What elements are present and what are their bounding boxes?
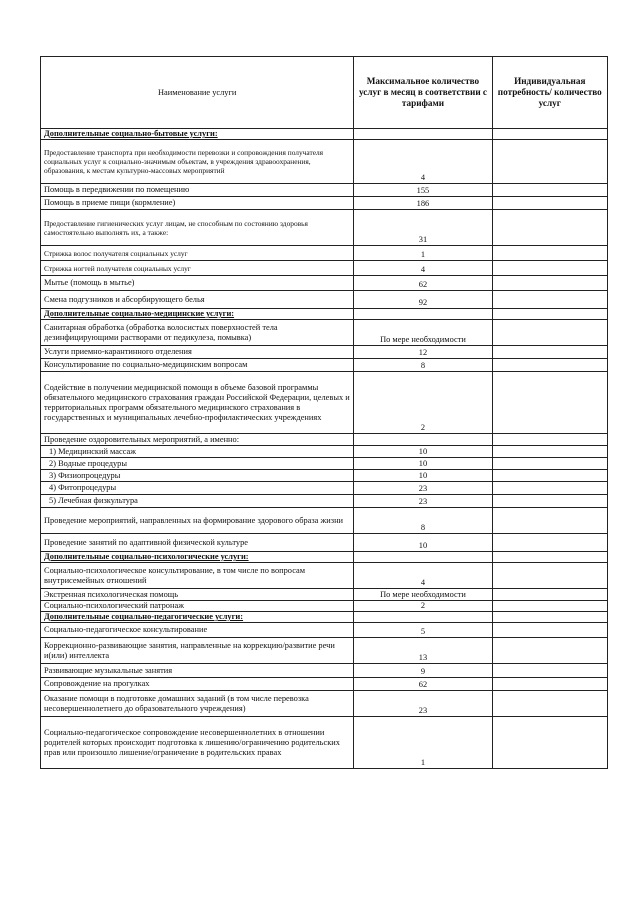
table-row [41,495,608,508]
max-count: 62 [354,276,492,291]
table-row [41,197,608,210]
max-count [354,434,492,446]
individual-need-cell [492,563,607,589]
table-row [41,210,608,246]
max-count: 92 [354,291,492,309]
table-row [41,320,608,346]
individual-need-cell [492,678,607,691]
service-name: Коррекционно-развивающие занятия, направленные на коррекцию/развитие речи и(или) интеллекта [41,638,354,664]
service-name: Санитарная обработка (обработка волосистых поверхностей тела дезинфицирующими растворами от педикулеза, помывка) [41,320,354,346]
table-row [41,508,608,534]
individual-need-cell [492,601,607,612]
service-name: Стрижка ногтей получателя социальных услуг [41,261,354,276]
max-count: 186 [354,197,492,210]
table-row [41,446,608,458]
table-row [41,534,608,552]
individual-need-cell [492,320,607,346]
max-count: 8 [354,508,492,534]
max-count: 5 [354,623,492,638]
max-count: 62 [354,678,492,691]
service-name: Помощь в передвижении по помещению [41,184,354,197]
service-name: Социально-психологическое консультирование, в том числе по вопросам внутрисемейных отношений [41,563,354,589]
table-row [41,623,608,638]
max-count: 2 [354,372,492,434]
max-count: 1 [354,717,492,769]
service-name: Социально-психологический патронаж [41,601,354,612]
individual-need-cell [492,623,607,638]
individual-need-cell [492,197,607,210]
individual-need-cell [492,458,607,470]
table-row [41,470,608,482]
table-row [41,434,608,446]
individual-need-cell [492,140,607,184]
max-count: 155 [354,184,492,197]
service-name: Мытье (помощь в мытье) [41,276,354,291]
table-row [41,563,608,589]
service-name: Социально-педагогическое консультирование [41,623,354,638]
table-row [41,638,608,664]
service-name: 3) Физиопроцедуры [41,470,354,482]
table-row [41,184,608,197]
individual-need-cell [492,589,607,601]
table-row [41,458,608,470]
table-header-row [41,57,608,129]
max-count: 4 [354,261,492,276]
table-row [41,359,608,372]
individual-need-cell [492,482,607,495]
max-count: По мере необходимости [354,589,492,601]
max-count: 4 [354,563,492,589]
max-count: 13 [354,638,492,664]
section-title: Дополнительные социально-бытовые услуги: [41,129,354,140]
table-row [41,717,608,769]
individual-need-cell [492,291,607,309]
table-row [41,691,608,717]
individual-need-cell [492,359,607,372]
table-row [41,246,608,261]
table-row [41,346,608,359]
table-row [41,678,608,691]
service-name: Проведение занятий по адаптивной физической культуре [41,534,354,552]
max-count: 9 [354,664,492,678]
service-name: Помощь в приеме пищи (кормление) [41,197,354,210]
table-row [41,140,608,184]
max-count: 10 [354,446,492,458]
table-row [41,664,608,678]
individual-need-cell [492,246,607,261]
max-count: 8 [354,359,492,372]
table-row [41,589,608,601]
section-title: Дополнительные социально-психологические услуги: [41,552,354,563]
max-count: 2 [354,601,492,612]
table-row [41,261,608,276]
service-name: Развивающие музыкальные занятия [41,664,354,678]
header-service-name: Наименование услуги [41,57,354,129]
individual-need-cell [492,664,607,678]
service-name: Предоставление гигиенических услуг лицам, не способным по состоянию здоровья самостоятельно выполнять их, а также: [41,210,354,246]
service-name: 4) Фитопроцедуры [41,482,354,495]
individual-need-cell [492,434,607,446]
section-row [41,129,608,140]
table-row [41,482,608,495]
service-name: 5) Лечебная физкультура [41,495,354,508]
individual-need-cell [492,534,607,552]
individual-need-cell [492,261,607,276]
service-name: Предоставление транспорта при необходимости перевозки и сопровождения получателя социальных услуг к социально-значимым объектам, в учреждения здравоохранения, образования, к местам культурно-массовых мероприятий [41,140,354,184]
service-name: Услуги приемно-карантинного отделения [41,346,354,359]
max-count: 23 [354,482,492,495]
individual-need-cell [492,372,607,434]
service-name: Проведение мероприятий, направленных на формирование здорового образа жизни [41,508,354,534]
section-title: Дополнительные социально-педагогические услуги: [41,612,354,623]
table-row [41,601,608,612]
individual-need-cell [492,470,607,482]
section-row [41,309,608,320]
individual-need-cell [492,638,607,664]
service-name: 2) Водные процедуры [41,458,354,470]
table-row [41,276,608,291]
service-name: Стрижка волос получателя социальных услуг [41,246,354,261]
individual-need-cell [492,276,607,291]
service-name: Консультирование по социально-медицинским вопросам [41,359,354,372]
individual-need-cell [492,210,607,246]
individual-need-cell [492,717,607,769]
section-row [41,552,608,563]
individual-need-cell [492,184,607,197]
table-row [41,372,608,434]
max-count: 4 [354,140,492,184]
max-count: 12 [354,346,492,359]
header-max-count: Максимальное количество услуг в месяц в соответствии с тарифами [354,57,492,129]
individual-need-cell [492,508,607,534]
max-count: 10 [354,470,492,482]
max-count: 10 [354,458,492,470]
max-count: 10 [354,534,492,552]
service-name: Проведение оздоровительных мероприятий, а именно: [41,434,354,446]
max-count: 1 [354,246,492,261]
service-name: Содействие в получении медицинской помощи в объеме базовой программы обязательного медицинского страхования граждан Российской Федерации, целевых и территориальных программ обязательного медицинского страхования в государственных и муниципальных лечебно-профилактических учреждениях [41,372,354,434]
max-count: По мере необходимости [354,320,492,346]
section-row [41,612,608,623]
service-name: Смена подгузников и абсорбирующего белья [41,291,354,309]
header-individual-need: Индивидуальная потребность/ количество услуг [492,57,607,129]
service-name: Сопровождение на прогулках [41,678,354,691]
service-name: Социально-педагогическое сопровождение несовершеннолетних в отношении родителей которых происходит подготовка к лишению/ограничению родительских прав или произошло лишение/ограничение в родительских правах [41,717,354,769]
max-count: 23 [354,495,492,508]
individual-need-cell [492,346,607,359]
section-title: Дополнительные социально-медицинские услуги: [41,309,354,320]
individual-need-cell [492,495,607,508]
service-name: Оказание помощи в подготовке домашних заданий (в том числе перевозка несовершеннолетнего до образовательного учреждения) [41,691,354,717]
service-name: Экстренная психологическая помощь [41,589,354,601]
individual-need-cell [492,691,607,717]
max-count: 23 [354,691,492,717]
max-count: 31 [354,210,492,246]
individual-need-cell [492,446,607,458]
service-name: 1) Медицинский массаж [41,446,354,458]
services-table [40,56,608,769]
table-row [41,291,608,309]
